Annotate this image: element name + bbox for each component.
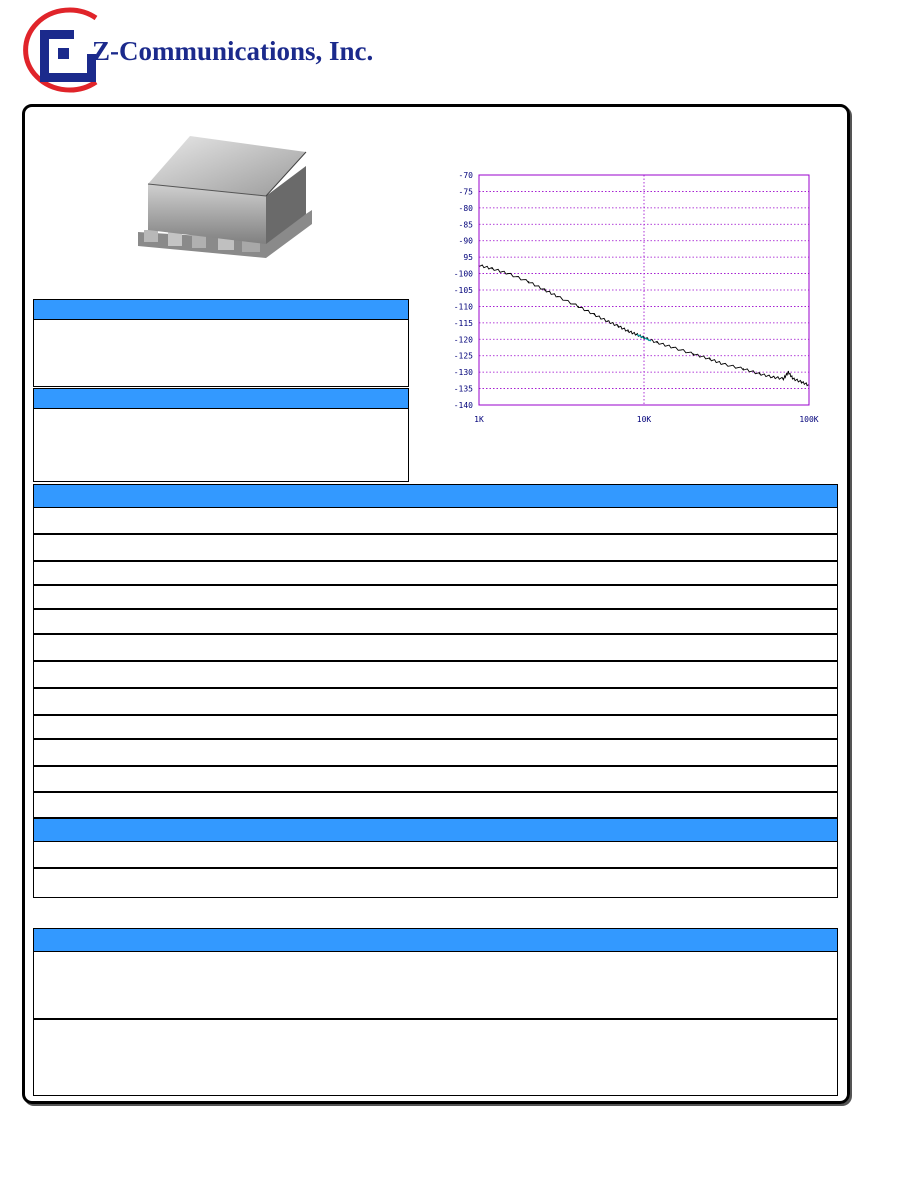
data-point [594, 314, 595, 315]
data-point [801, 381, 802, 382]
table-row [34, 793, 837, 819]
data-point [618, 326, 619, 327]
data-point [507, 273, 508, 274]
table-row [34, 535, 837, 562]
data-point [578, 306, 579, 307]
y-tick-label: -75 [458, 187, 473, 197]
table-row [34, 716, 837, 740]
y-tick-label: -110 [453, 302, 473, 312]
y-tick-label: -140 [453, 401, 473, 410]
table-row [34, 562, 837, 586]
spec-box-1-header [34, 300, 408, 320]
table-row [34, 689, 837, 716]
phase-noise-chart [440, 162, 840, 432]
table-row [34, 952, 837, 1020]
x-axis-ticks [474, 415, 819, 424]
data-point [627, 330, 628, 331]
data-point [788, 372, 789, 373]
y-tick-label: 95 [463, 253, 473, 263]
notes-header [34, 929, 837, 952]
y-tick-label: -130 [453, 368, 473, 378]
chart-grid [479, 175, 809, 405]
table-row [34, 869, 837, 897]
y-tick-label: -105 [453, 286, 473, 295]
data-point [491, 268, 492, 269]
data-point [607, 321, 608, 322]
data-point [636, 334, 637, 335]
table-row [34, 610, 837, 635]
y-tick-label: -85 [458, 220, 473, 230]
y-tick-label: -120 [453, 335, 473, 345]
table-row [34, 635, 837, 662]
specifications-header [34, 485, 837, 508]
table-row [34, 842, 837, 869]
x-tick-label: 100K [799, 415, 819, 424]
data-point [693, 353, 694, 354]
data-point [792, 378, 793, 379]
notes-table [33, 928, 838, 1096]
data-point [656, 342, 657, 343]
spec-box-2-header [34, 389, 408, 409]
data-point [557, 296, 558, 297]
data-point [528, 281, 529, 282]
table-row [34, 740, 837, 767]
specifications-table [33, 484, 838, 898]
data-point [544, 289, 545, 290]
data-point [759, 373, 760, 374]
y-tick-label: -100 [453, 269, 473, 279]
data-point [783, 378, 784, 379]
company-name: Z-Communications, Inc. [92, 36, 374, 66]
table-row [34, 662, 837, 689]
data-point [772, 376, 773, 377]
table-row [34, 767, 837, 793]
data-point [709, 358, 710, 359]
data-point [743, 368, 744, 369]
y-tick-label: -80 [458, 203, 473, 213]
x-tick-label: 10K [636, 415, 652, 424]
data-point [672, 347, 673, 348]
y-tick-label: -90 [458, 236, 473, 246]
options-header [34, 819, 837, 842]
x-tick-label: 1K [474, 415, 484, 424]
spec-box-2 [33, 388, 409, 482]
logo-z-mark [40, 30, 96, 82]
y-axis-ticks [454, 171, 473, 410]
y-tick-label: -70 [458, 171, 473, 180]
y-tick-label: -135 [453, 384, 473, 394]
table-row [34, 586, 837, 610]
table-row [34, 508, 837, 535]
product-photo [134, 132, 322, 272]
data-point [722, 363, 723, 364]
y-tick-label: -115 [453, 318, 473, 328]
spec-box-1 [33, 299, 409, 387]
data-point [643, 337, 644, 338]
y-tick-label: -125 [453, 351, 473, 361]
